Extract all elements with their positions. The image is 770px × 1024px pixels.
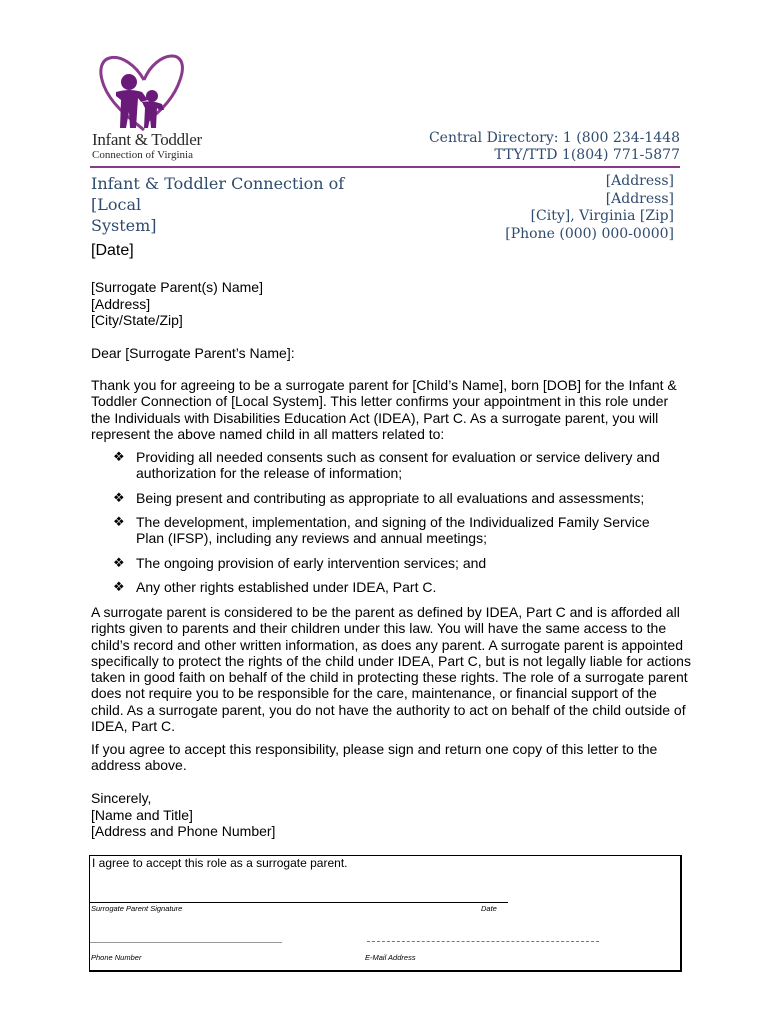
contact-tty: TTY/TTD 1(804) 771-5877 — [494, 147, 680, 163]
bullet-item — [113, 555, 673, 571]
recipient-address: [Address] — [91, 295, 151, 312]
bullet-text: Providing all needed consents such as consent for evaluation or service delivery and authorization for the release of information; — [136, 449, 660, 482]
org-name — [91, 173, 391, 236]
bullet-text: Any other rights established under IDEA, Part C. — [136, 579, 437, 595]
bullet-text: Being present and contributing as appropriate to all evaluations and assessments; — [136, 490, 645, 506]
address-phone: [Phone (000) 000-0000] — [505, 225, 674, 242]
logo-name: Infant & Toddler — [92, 130, 202, 149]
closing-block — [91, 790, 275, 840]
org-name-line1: Infant & Toddler Connection of [Local — [91, 174, 345, 214]
logo-subname: Connection of Virginia — [92, 149, 193, 161]
email-label: E-Mail Address — [365, 953, 416, 962]
email-line[interactable] — [367, 941, 599, 942]
signer-name: [Name and Title] — [91, 806, 193, 823]
intro-paragraph: Thank you for agreeing to be a surrogate parent for [Child’s Name], born [DOB] for the Infant & Toddler Connection of [Local System]. This letter confirms your appointment in this role under the Individuals with Disabilities Education Act (IDEA), Part C. As a surrogate parent, you will represent the above named child in all matters related to: — [91, 377, 677, 442]
return-paragraph: If you agree to accept this responsibility, please sign and return one copy of this letter to the address above. — [91, 741, 658, 774]
address-city: [City], Virginia [Zip] — [530, 208, 674, 224]
logo-heart-family-icon — [86, 40, 206, 132]
bullet-diamond-icon: ❖ — [113, 490, 125, 505]
signature-label: Surrogate Parent Signature — [91, 904, 183, 913]
closing: Sincerely, — [91, 790, 152, 806]
contact-central-directory: Central Directory: 1 (800 234-1448 — [428, 130, 680, 146]
acceptance-statement: I agree to accept this role as a surrogate parent. — [92, 856, 348, 870]
phone-label: Phone Number — [91, 953, 142, 962]
date-label: Date — [481, 904, 497, 913]
contact-info — [429, 130, 680, 164]
address-line1: [Address] — [605, 173, 674, 189]
recipient-block — [91, 279, 263, 329]
bullet-diamond-icon: ❖ — [113, 579, 125, 594]
rights-paragraph: A surrogate parent is considered to be the parent as defined by IDEA, Part C and is afforded all rights given to parents and their children under this law. You will have the same access to the child’s record and other written information, as does any parent. A surrogate parent is appointed specifically to protect the rights of the child under IDEA, Part C, but is not legally liable for actions taken in good faith on behalf of the child in protecting these rights. The role of a surrogate parent does not require you to be responsible for the care, maintenance, or financial support of the child. As a surrogate parent, you do not have the authority to act on behalf of the child outside of IDEA, Part C. — [91, 604, 691, 735]
bullet-item — [113, 579, 673, 595]
signature-line[interactable] — [90, 902, 508, 903]
bullet-diamond-icon: ❖ — [113, 514, 125, 529]
bullet-diamond-icon: ❖ — [113, 449, 125, 464]
org-name-line2: System] — [91, 216, 157, 235]
bullet-text: The development, implementation, and signing of the Individualized Family Service Plan (IFSP), including any reviews and annual meetings; — [136, 514, 650, 547]
header-divider — [90, 166, 680, 168]
bullet-item — [113, 490, 673, 506]
letter-date: [Date] — [91, 242, 134, 259]
bullet-diamond-icon: ❖ — [113, 555, 125, 570]
sender-address — [505, 173, 674, 243]
address-line2: [Address] — [605, 190, 674, 207]
recipient-city: [City/State/Zip] — [91, 312, 183, 328]
recipient-name: [Surrogate Parent(s) Name] — [91, 279, 263, 295]
bullet-item — [113, 514, 673, 547]
signer-contact: [Address and Phone Number] — [91, 823, 276, 839]
bullet-item — [113, 449, 673, 482]
bullet-text: The ongoing provision of early intervention services; and — [136, 555, 487, 571]
phone-line[interactable] — [90, 942, 282, 943]
salutation: Dear [Surrogate Parent’s Name]: — [91, 345, 295, 361]
